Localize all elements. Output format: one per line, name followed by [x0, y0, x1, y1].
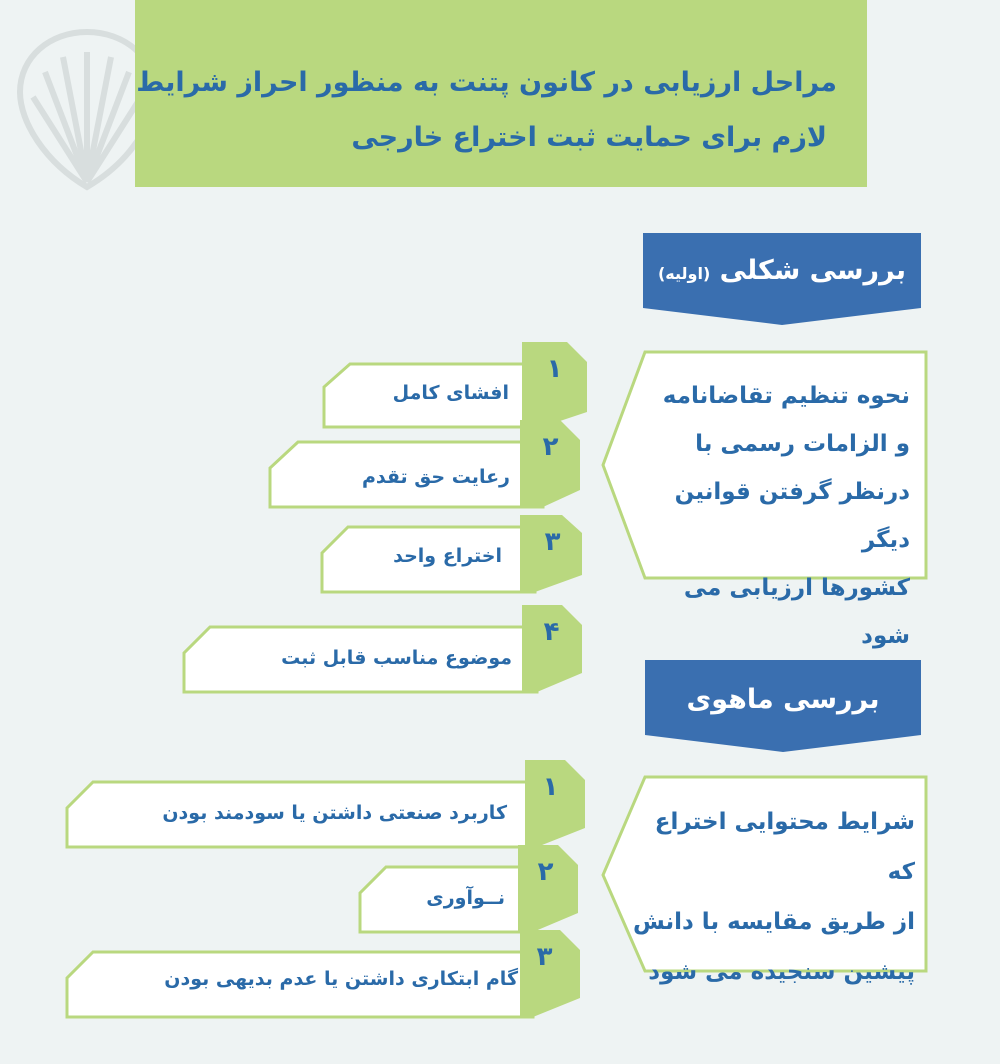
formal-item-2 [268, 420, 580, 510]
formal-item-1-text: افشای کامل [392, 382, 509, 404]
formal-review-label-small: (اولیه) [657, 264, 711, 283]
substantive-review-banner [645, 660, 921, 752]
formal-item-1-number: ۱ [546, 354, 563, 384]
substantive-desc-line-1: شرایط محتوایی اختراع که [654, 809, 915, 885]
substantive-item-3-number: ۳ [536, 942, 553, 972]
formal-item-4-number: ۴ [543, 617, 560, 647]
formal-item-4 [182, 605, 582, 695]
substantive-item-2-text: نــوآوری [426, 887, 505, 909]
formal-item-1 [322, 342, 587, 430]
substantive-item-1-text: کاربرد صنعتی داشتن یا سودمند بودن [162, 802, 507, 824]
formal-review-banner [643, 233, 921, 325]
formal-desc-line-2: و الزامات رسمی با [695, 431, 910, 457]
substantive-description-box [600, 775, 930, 985]
formal-item-2-number: ۲ [542, 432, 559, 462]
substantive-review-label: بررسی ماهوی [686, 684, 880, 715]
formal-desc-line-3: درنظر گرفتن قوانین دیگر [674, 479, 910, 553]
formal-desc-line-4: کشورها ارزیابی می شود [683, 575, 910, 649]
formal-description-box [600, 350, 930, 649]
formal-item-3-number: ۳ [544, 527, 561, 557]
formal-item-3 [320, 515, 582, 595]
page-title [135, 55, 837, 165]
formal-item-4-text: موضوع مناسب قابل ثبت [281, 647, 512, 669]
substantive-desc-line-2: از طریق مقایسه با دانش [632, 909, 915, 935]
substantive-item-2-number: ۲ [537, 857, 554, 887]
formal-desc-line-1: نحوه تنظیم تقاضانامه [662, 383, 910, 409]
substantive-item-3-text: گام ابتکاری داشتن یا عدم بدیهی بودن [164, 968, 518, 990]
substantive-desc-line-3: پیشین سنجیده می شود [648, 959, 915, 985]
formal-item-2-text: رعایت حق تقدم [361, 466, 510, 488]
title-banner [135, 0, 867, 187]
title-line-2: لازم برای حمایت ثبت اختراع خارجی [351, 122, 827, 153]
formal-review-label: بررسی شکلی [719, 255, 907, 286]
substantive-item-2 [358, 845, 580, 935]
substantive-item-3 [65, 930, 580, 1020]
substantive-item-1 [65, 760, 585, 850]
substantive-item-1-number: ۱ [542, 772, 559, 802]
title-line-1: مراحل ارزیابی در کانون پتنت به منظور احراز شرایط [136, 67, 837, 98]
formal-item-3-text: اختراع واحد [393, 545, 502, 567]
